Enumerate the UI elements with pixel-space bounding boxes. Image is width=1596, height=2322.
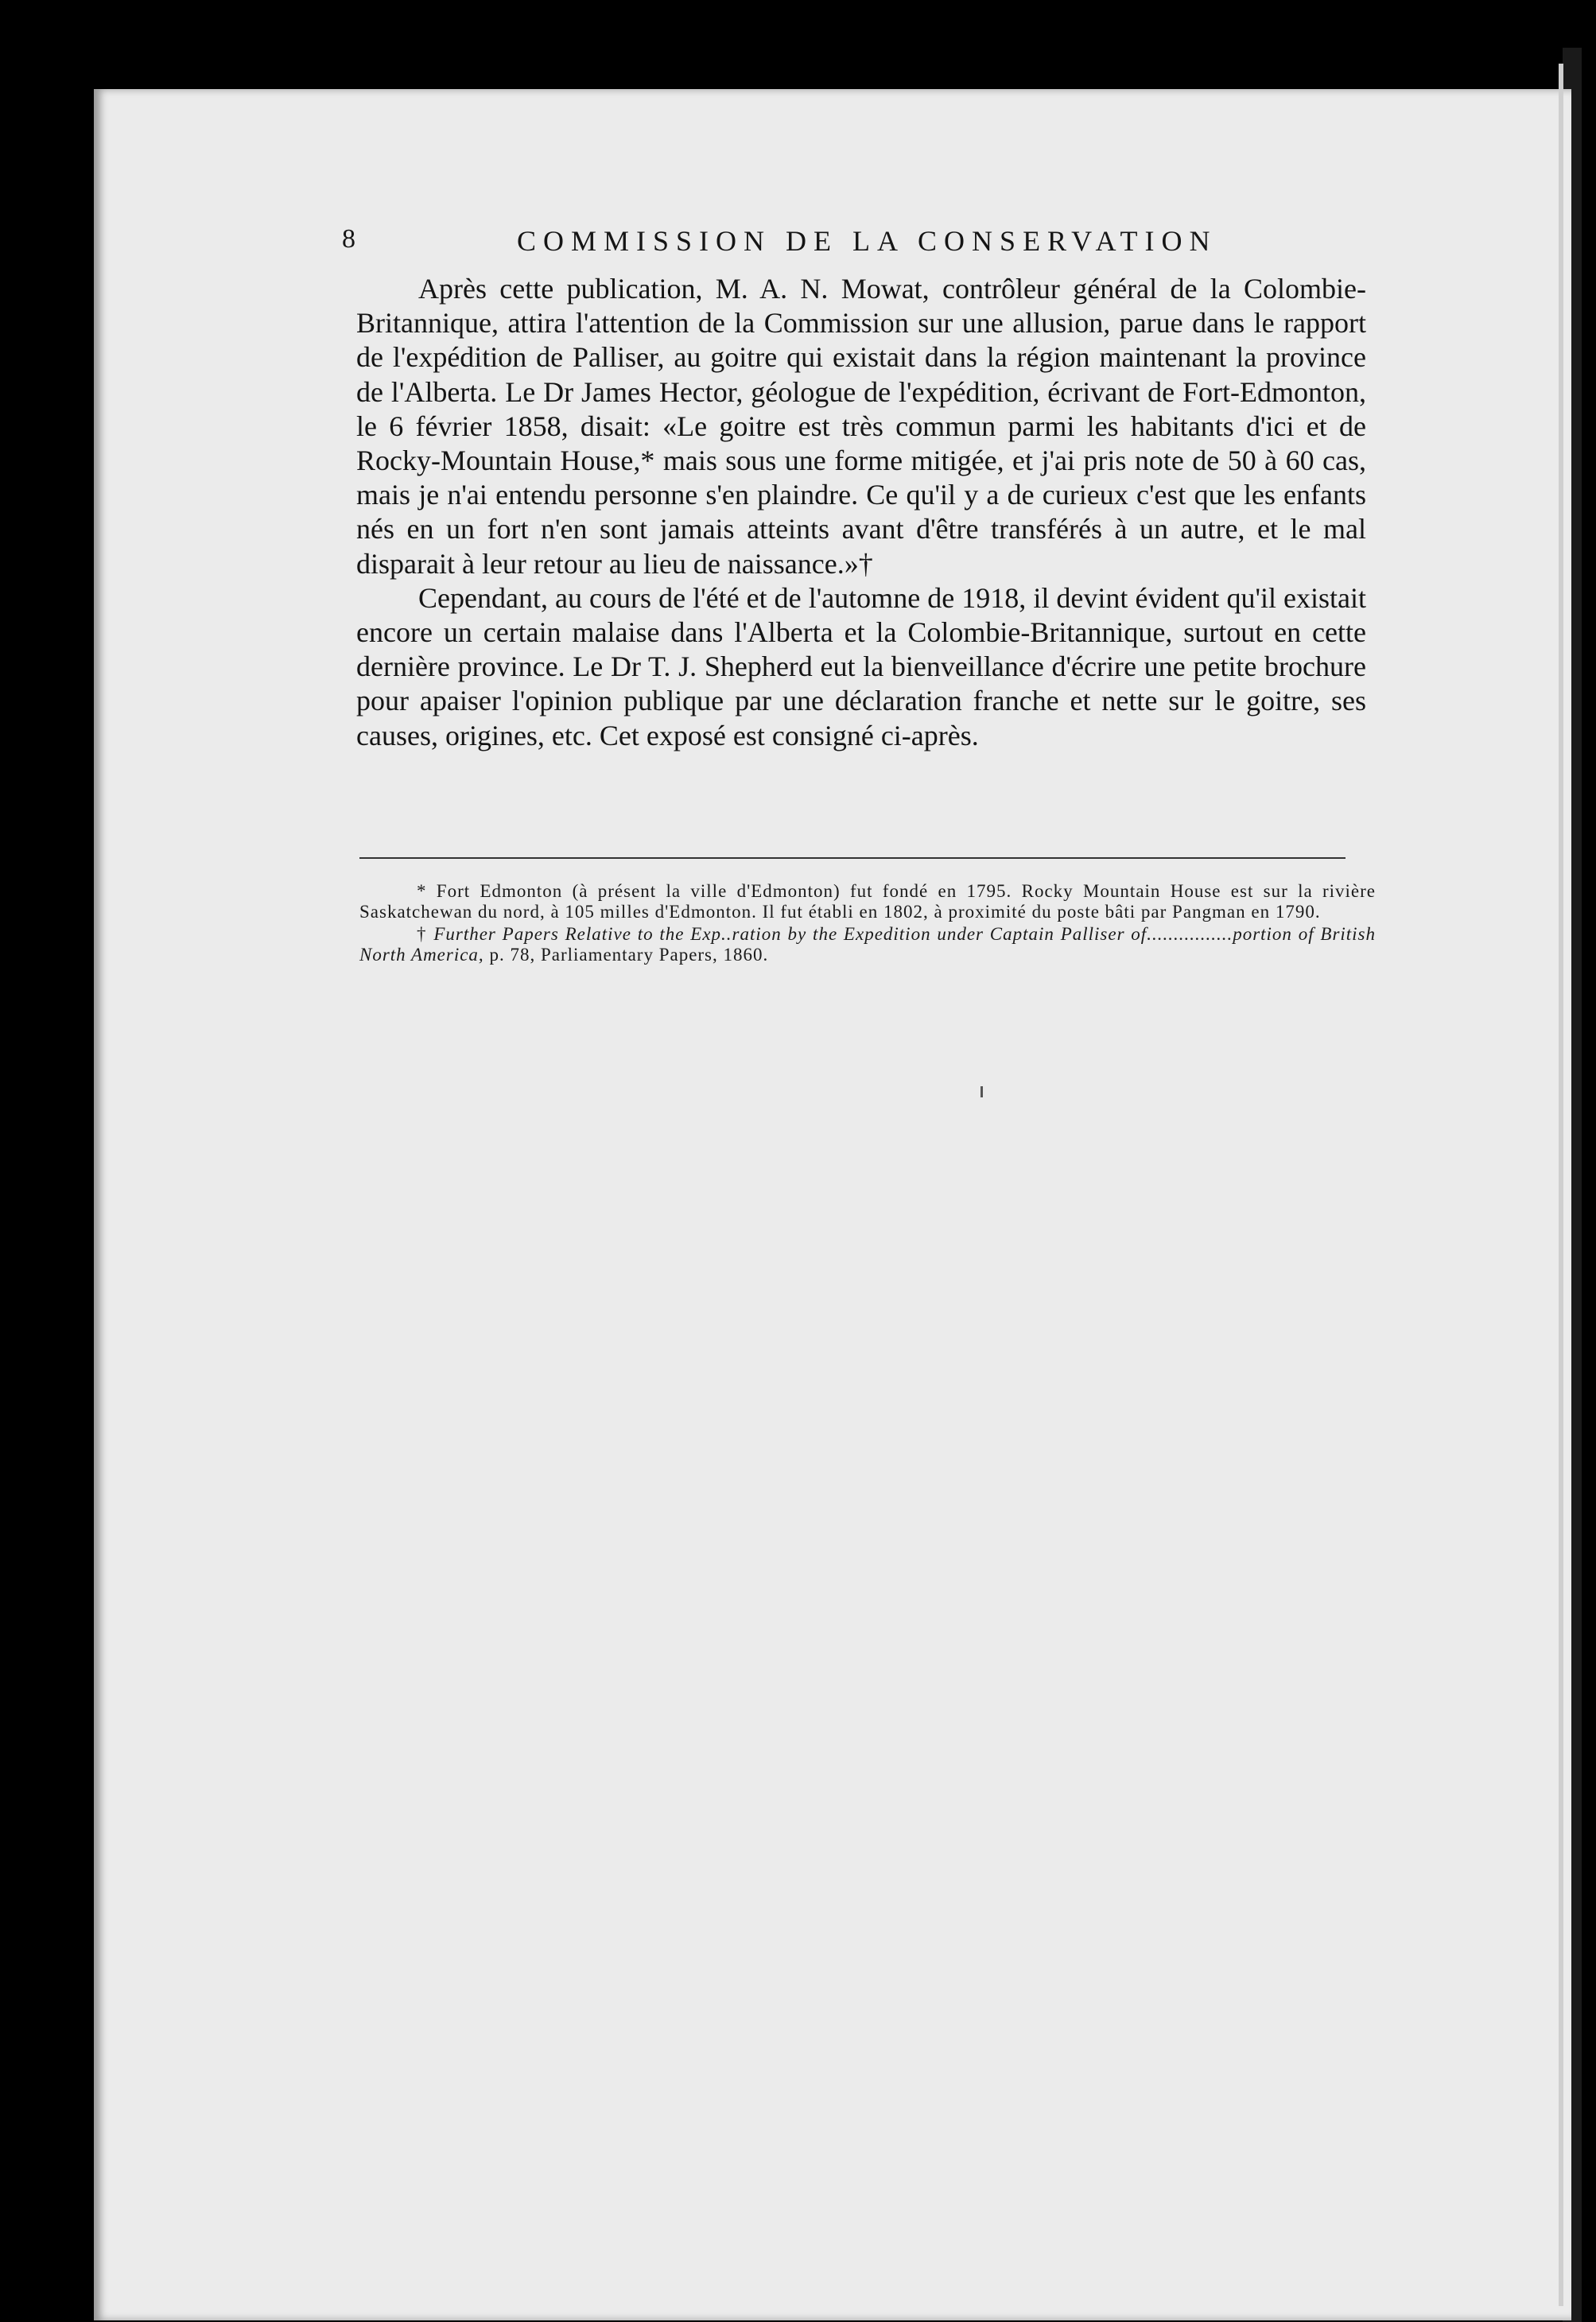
footnote-2 [359,924,1376,965]
running-head: COMMISSION DE LA CONSERVATION [517,225,1217,257]
footnote-2-marker: † [417,924,434,944]
footnote-1: * Fort Edmonton (à présent la ville d'Edmonton) fut fondé en 1795. Rocky Mountain House est sur la rivière Saskatchewan du nord, à 105 milles d'Edmonton. Il fut établi en 1802, à proximité du poste bâti par Pangman en 1790. [359,881,1376,922]
footnotes [359,881,1376,967]
body-paragraph-2: Cependant, au cours de l'été et de l'automne de 1918, il devint évident qu'il existait encore un certain malaise dans l'Alberta et la Colombie-Britannique, surtout en cette dernière province. Le Dr T. J. Shepherd eut la bienveillance d'écrire une petite brochure pour apaiser l'opinion publique par une déclaration franche et nette sur le goitre, ses causes, origines, etc. Cet exposé est consigné ci-après. [356,581,1366,751]
page-number: 8 [342,224,355,254]
page-fold [1559,64,1563,2306]
body-paragraph-1: Après cette publication, M. A. N. Mowat, contrôleur général de la Colombie-Britannique, attira l'attention de la Commission sur une allusion, parue dans le rapport de l'expédition de Palliser, au goitre qui existait dans la région maintenant la province de l'Alberta. Le Dr James Hector, géologue de l'expédition, écrivant de Fort-Edmonton, le 6 février 1858, disait: «Le goitre est très commun parmi les habitants d'ici et de Rocky-Mountain House,* mais sous une forme mitigée, et j'ai pris note de 50 à 60 cas, mais je n'ai entendu personne s'en plaindre. Ce qu'il y a de curieux c'est que les enfants nés en un fort n'en sont jamais atteints avant d'être transférés à un autre, et le mal disparait à leur retour au lieu de naissance.»† [356,273,1366,580]
footnote-2-title: Further Papers Relative to the Exp..ration by the Expedition under Captain Palliser of................portion of British North America, [359,924,1377,965]
scan-speck [981,1086,983,1097]
body-text [356,272,1366,753]
footnote-rule [359,857,1346,859]
page-header [342,224,1368,256]
footnote-2-rest: p. 78, Parliamentary Papers, 1860. [483,945,769,965]
